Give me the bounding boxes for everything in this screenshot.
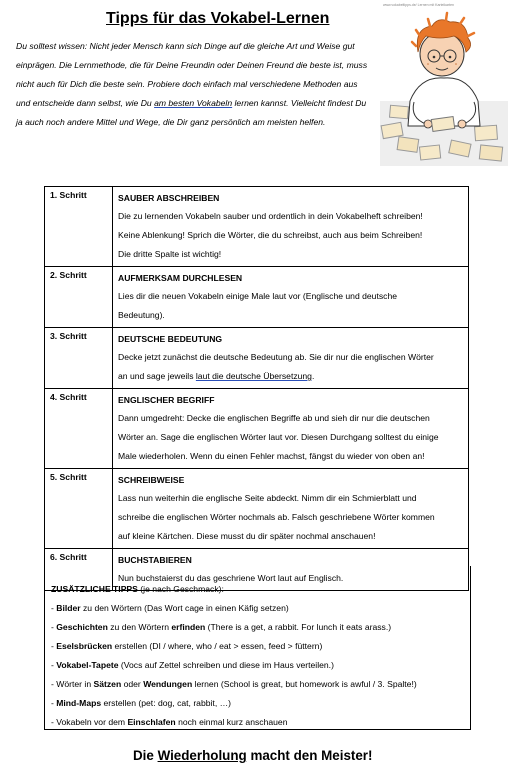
step-line: auf kleine Kärtchen. Diese musst du dir später nochmal anschauen! xyxy=(118,531,376,541)
tip-prefix: - xyxy=(51,622,57,632)
tip-prefix: - Vokabeln vor dem xyxy=(51,717,128,727)
tip-keyword: erfinden xyxy=(171,622,206,632)
step-heading: SCHREIBWEISE xyxy=(118,475,185,485)
tip-keyword: Geschichten xyxy=(56,622,108,632)
step-label: 1. Schritt xyxy=(45,187,113,267)
tip-text: erstellen (pet: dog, cat, rabbit, …) xyxy=(101,698,232,708)
tip-text: zu den Wörtern xyxy=(107,622,172,632)
step-label: 3. Schritt xyxy=(45,328,113,389)
tip-prefix: - xyxy=(51,641,57,651)
tip-keyword: Eselsbrücken xyxy=(56,641,113,651)
step-content xyxy=(113,328,469,389)
tip-item xyxy=(51,618,464,637)
tip-keyword: Einschlafen xyxy=(127,717,176,727)
tip-item xyxy=(51,713,464,732)
step-line: Male wiederholen. Wenn du einen Fehler machst, fängst du wieder von oben an! xyxy=(118,451,425,461)
tip-text: (There is a get, a rabbit. For lunch it eats arass.) xyxy=(205,622,392,632)
step-content xyxy=(113,187,469,267)
step-row xyxy=(45,187,469,267)
step-line: Nun buchstaierst du das geschriene Wort laut auf Englisch. xyxy=(118,573,344,583)
step-line: Bedeutung). xyxy=(118,310,165,320)
tip-prefix: - xyxy=(51,698,57,708)
tip-item xyxy=(51,656,464,675)
tip-text: lernen (School is great, but homework is awful / 3. Spalte!) xyxy=(192,679,417,689)
step-line-text: an und sage jeweils xyxy=(118,371,196,381)
step-heading: SAUBER ABSCHREIBEN xyxy=(118,193,220,203)
step-line: Die dritte Spalte ist wichtig! xyxy=(118,249,222,259)
step-content xyxy=(113,469,469,549)
tip-keyword: Mind-Maps xyxy=(56,698,102,708)
illustration-caption: www.vokabeltipps.de/ Lernen mit Karteikarten xyxy=(383,3,455,7)
tips-title-rest: (je nach Geschmack): xyxy=(137,584,224,594)
step-line: schreibe die englischen Wörter nochmals ab. Falsch geschriebene Wörter kommen xyxy=(118,512,435,522)
tip-prefix: - xyxy=(51,660,57,670)
step-line: Decke jetzt zunächst die deutsche Bedeutung ab. Sie dir nur die englischen Wörter xyxy=(118,352,434,362)
tip-keyword: Sätzen xyxy=(93,679,122,689)
tip-prefix: - xyxy=(51,603,57,613)
step-heading: BUCHSTABIEREN xyxy=(118,555,192,565)
step-underlined-text: laut die deutsche Übersetzung xyxy=(195,371,312,381)
tip-keyword: Bilder xyxy=(56,603,81,613)
step-label: 6. Schritt xyxy=(45,549,113,591)
intro-underlined-text: am besten Vokabeln xyxy=(154,98,233,108)
tip-text: oder xyxy=(121,679,144,689)
additional-tips-box xyxy=(44,566,471,730)
tip-item xyxy=(51,637,464,656)
intro-text-1: Du solltest wissen: Nicht jeder Mensch kann sich Dinge auf die gleiche Art und Weise gut einprägen. Die Lernmethode, die für Deine Freundin oder Deinen Freund die beste ist, muss nicht auch für Dich die beste sein. Probiere doch einfach mal verschiedene Methoden aus und entscheide dann selbst, wie Du xyxy=(16,41,368,108)
step-content xyxy=(113,267,469,328)
tip-keyword: Vokabel-Tapete xyxy=(56,660,119,670)
tip-keyword: Wendungen xyxy=(143,679,193,689)
step-label: 5. Schritt xyxy=(45,469,113,549)
steps-table xyxy=(44,186,469,591)
footer-motto xyxy=(133,748,372,763)
steps-table-body xyxy=(45,187,469,591)
step-heading: DEUTSCHE BEDEUTUNG xyxy=(118,334,223,344)
intro-text-2: lernen kannst. Vielleicht findest Du ja auch noch andere Mittel und Wege, die Dir ganz persönlich am meisten helfen. xyxy=(16,98,367,127)
tip-text: (Vocs auf Zettel schreiben und diese im Haus verteilen.) xyxy=(118,660,334,670)
step-row xyxy=(45,389,469,469)
step-label: 4. Schritt xyxy=(45,389,113,469)
step-row xyxy=(45,469,469,549)
tips-title xyxy=(51,580,464,599)
step-label: 2. Schritt xyxy=(45,267,113,328)
step-line: Lies dir die neuen Vokabeln einige Male laut vor (Englische und deutsche xyxy=(118,291,398,301)
tip-text: erstellen (DI / where, who / eat > essen, feed > füttern) xyxy=(112,641,323,651)
tips-title-bold: ZUSÄTZLICHE TIPPS xyxy=(51,584,138,594)
tip-item xyxy=(51,694,464,713)
tip-item xyxy=(51,599,464,618)
footer-underlined-text: Wiederholung xyxy=(157,748,247,763)
step-line: Die zu lernenden Vokabeln sauber und ordentlich in dein Vokabelheft schreiben! xyxy=(118,211,423,221)
step-heading: ENGLISCHER BEGRIFF xyxy=(118,395,215,405)
step-content xyxy=(113,389,469,469)
step-line: Keine Ablenkung! Sprich die Wörter, die du schreibst, auch aus beim Schreiben! xyxy=(118,230,423,240)
page-title: Tipps für das Vokabel-Lernen xyxy=(106,10,330,27)
tip-prefix: - Wörter in xyxy=(51,679,94,689)
child-sorting-vocabulary-cards-illustration xyxy=(380,6,508,166)
intro-paragraph xyxy=(16,37,371,132)
tip-text: zu den Wörtern (Das Wort cage in einen Käfig setzen) xyxy=(80,603,289,613)
step-line-text: . xyxy=(311,371,315,381)
step-line: Dann umgedreht: Decke die englischen Begriffe ab und sieh dir nur die deutschen xyxy=(118,413,430,423)
step-line xyxy=(118,367,463,386)
step-heading: AUFMERKSAM DURCHLESEN xyxy=(118,273,243,283)
footer-text-1: Die xyxy=(133,748,158,763)
step-line: Wörter an. Sage die englischen Wörter laut vor. Diesen Durchgang solltest du einige xyxy=(118,432,439,442)
tip-item xyxy=(51,675,464,694)
footer-text-2: macht den Meister! xyxy=(246,748,373,763)
step-line: Lass nun weiterhin die englische Seite abdeckt. Nimm dir ein Schmierblatt und xyxy=(118,493,417,503)
step-row xyxy=(45,267,469,328)
tip-text: noch einmal kurz anschauen xyxy=(175,717,288,727)
step-row xyxy=(45,328,469,389)
